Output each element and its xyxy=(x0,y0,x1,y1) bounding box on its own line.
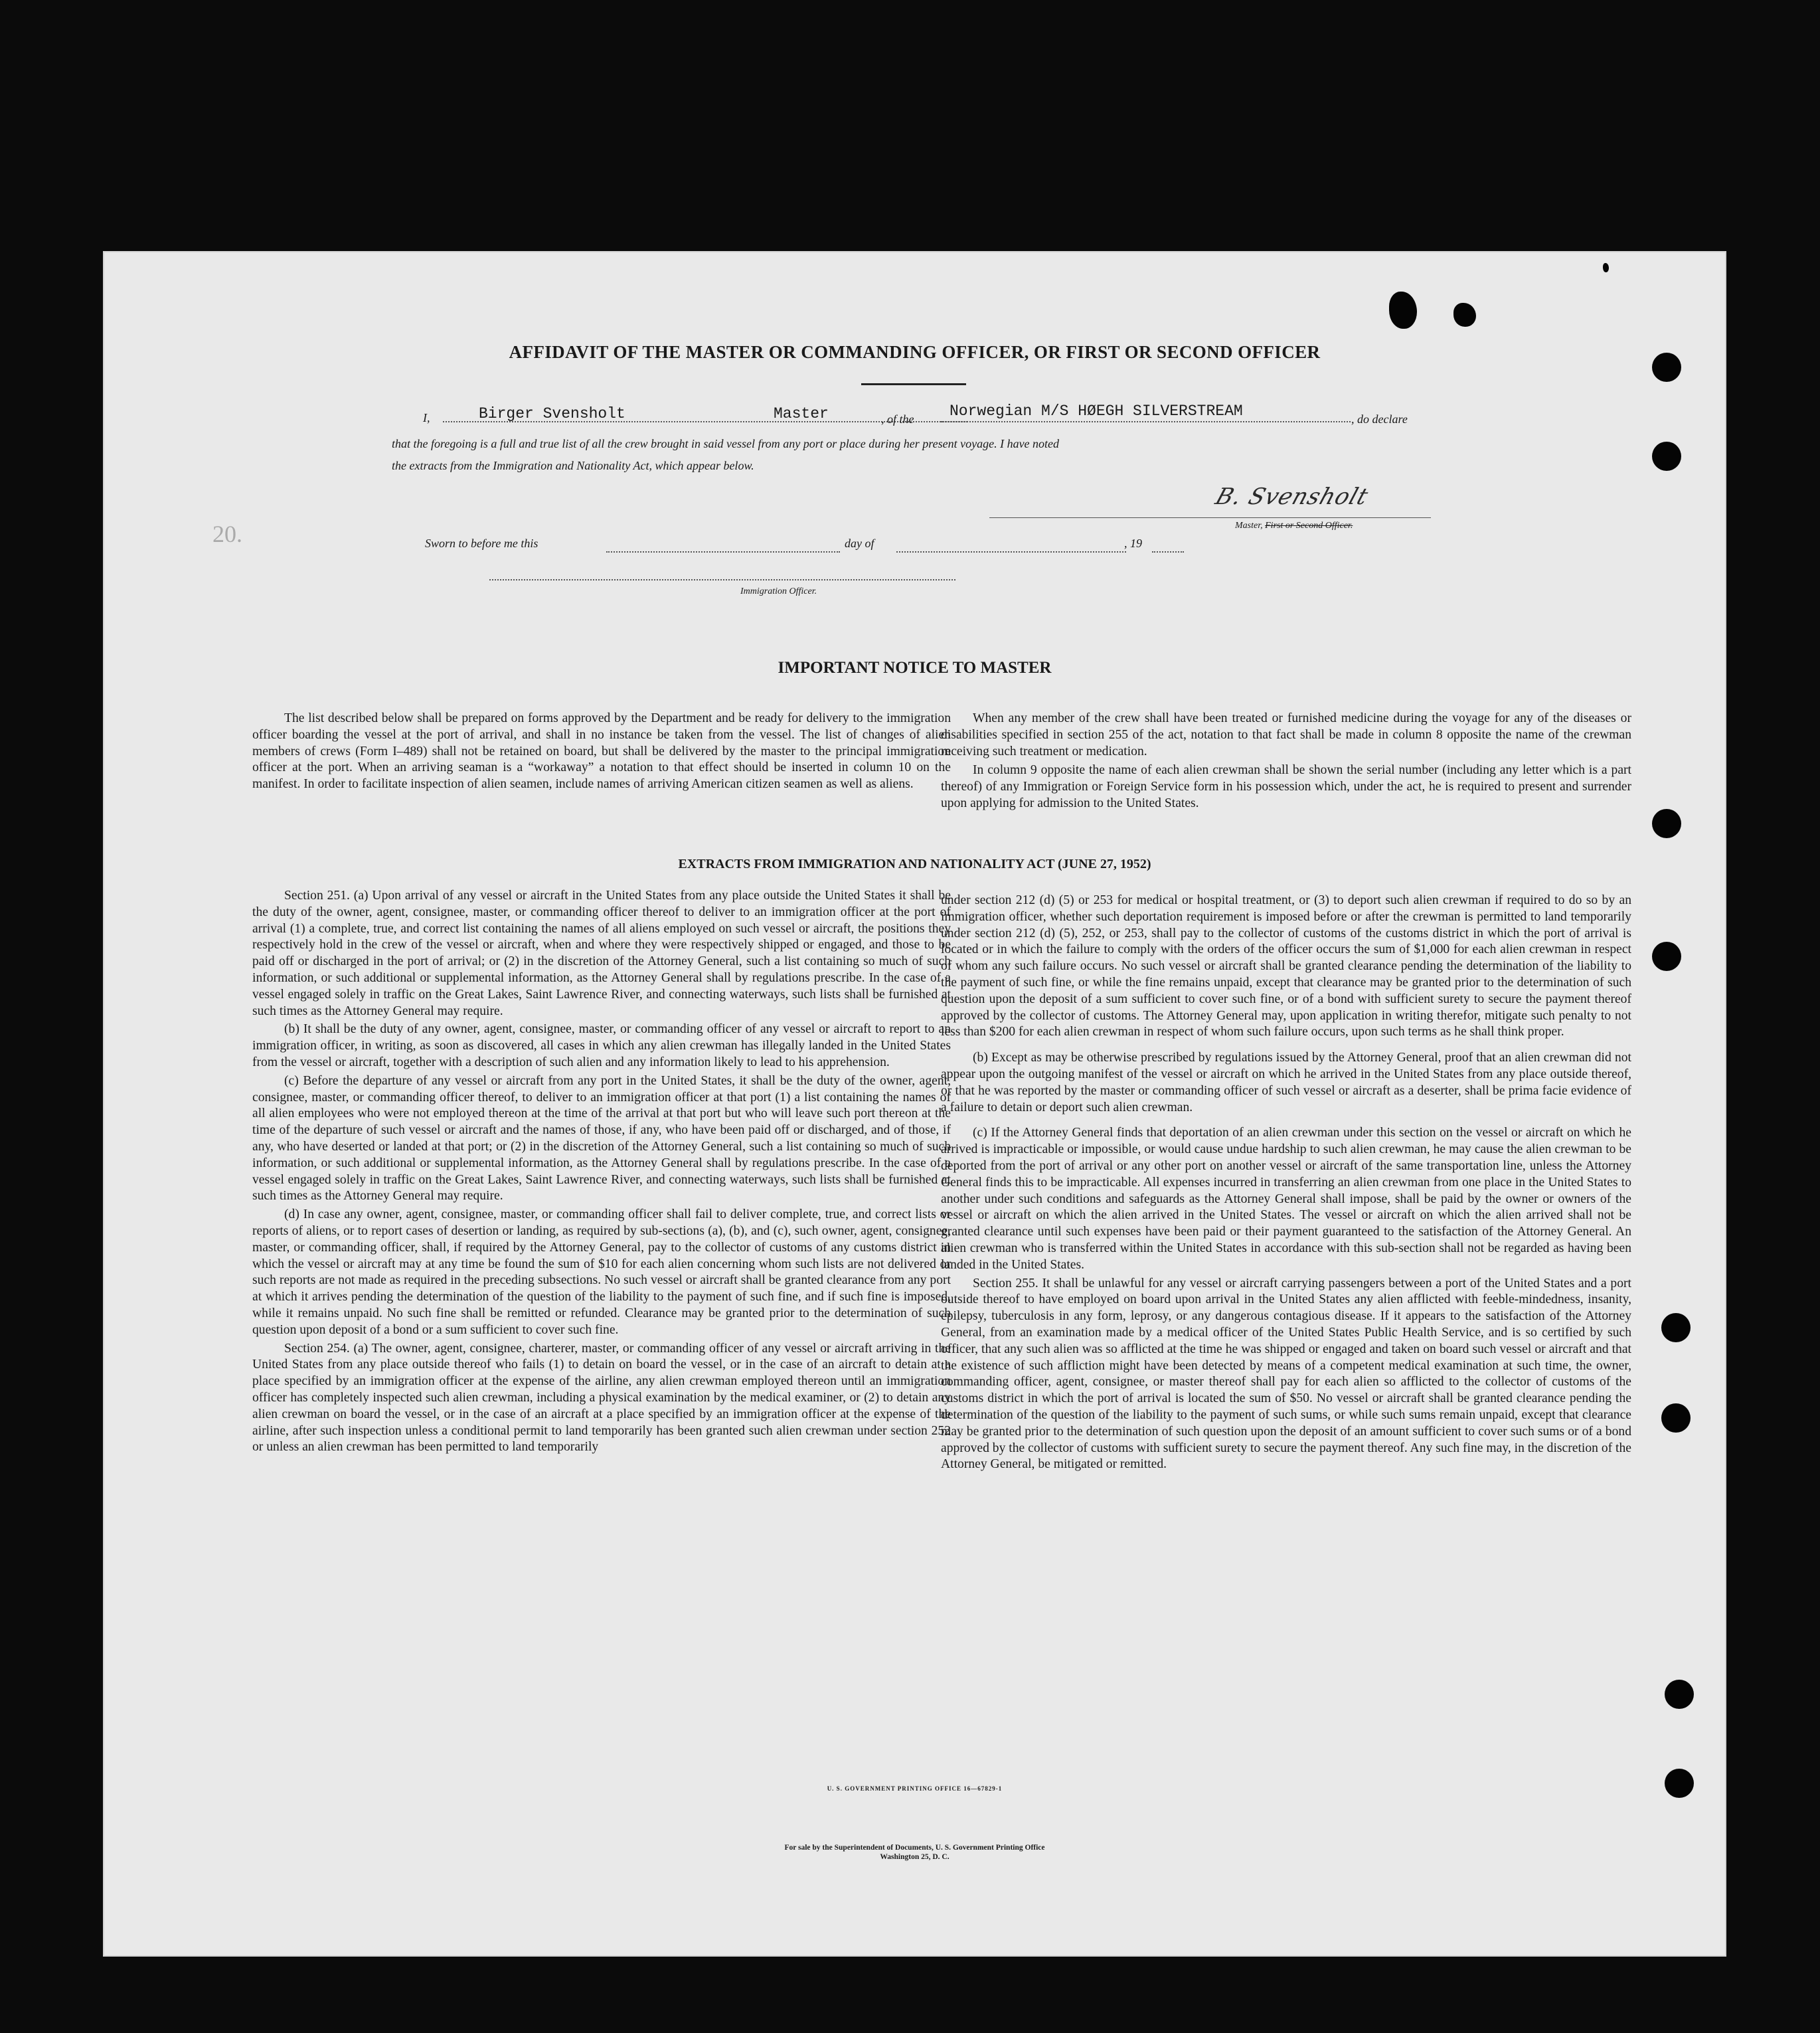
notice-paragraph: When any member of the crew shall have been treated or furnished medicine during the voyage for any of the diseases or disabilities specified in section 255 of the act, notation to that fact shall be made in column 8 opposite the name of the crewman receiving such treatment or medication. xyxy=(941,711,1631,758)
punch-hole xyxy=(1661,1403,1691,1433)
struck-caption: First or Second Officer. xyxy=(1265,521,1353,531)
punch-hole xyxy=(1665,1680,1694,1709)
master-name: Birger Svensholt xyxy=(479,405,625,422)
notice-paragraph: In column 9 opposite the name of each alien crewman shall be shown the serial number (including any letter which is a part thereof) of any Immigration or Foreign Service form in his possession which, under the act, he is required to present and surrender upon applying for admission to the United States. xyxy=(941,763,1631,810)
act-section: (c) If the Attorney General finds that deportation of an alien crewman under this section on the vessel or aircraft on which he arrived is impracticable or impossible, or would cause undue hardship to such alien crewman, he may cause the alien crewman to be deported from the port of arrival or any other port on another vessel or aircraft of the same transportation line, unless the Attorney General finds this to be impracticable. All expenses incurred in transferring an alien crewman from one place in the United States to another under such conditions and safeguards as the Attorney General shall impose, shall be paid by the owner or owners of the vessel or aircraft on which the alien arrived in the United States. The vessel or aircraft on which the alien arrived shall not be granted clearance until such expenses have been paid or their payment guaranteed to the satisfaction of the Attorney General. An alien crewman who is transferred within the United States in accordance with this sub-section shall not be regarded as having been landed in the United States. xyxy=(941,1126,1631,1272)
affidavit-title: AFFIDAVIT OF THE MASTER OR COMMANDING OFFICER, OR FIRST OR SECOND OFFICER xyxy=(509,342,1321,362)
ink-blot xyxy=(1453,303,1476,327)
act-section: Section 251. (a) Upon arrival of any vessel or aircraft in the United States from any place outside the United States it shall be the duty of the owner, agent, consignee, master, or commanding officer thereof to deliver to an immigration officer at the port of arrival (1) a complete, true, and correct list containing the names of all aliens employed on such vessel or aircraft, the positions they respectively hold in the crew of the vessel or aircraft, when and where they were respectively shipped or engaged, and those to be paid off or discharged in the port of arrival; or (2) in the discretion of the Attorney General, such a list containing so much of such information, or such additional or supplemental information, as the Attorney General shall by regulations prescribe. In the case of a vessel engaged solely in traffic on the Great Lakes, Saint Lawrence River, and connecting waterways, such lists shall be furnished at such times as the Attorney General may require. xyxy=(252,889,951,1018)
punch-hole xyxy=(1652,942,1681,971)
notice-right xyxy=(941,711,1631,812)
officer-line xyxy=(489,579,955,580)
act-section: (c) Before the departure of any vessel or aircraft from any port in the United States, it shall be the duty of the owner, agent, consignee, master, or commanding officer thereof, to deliver to an immigration officer at that port (1) a list containing the names of all alien employees who were not employed thereon at the time of the arrival at that port but who will leave such port thereon at the time of the departure of such vessel or aircraft and the names of those, if any, who have been paid off or discharged, and of those, if any, who have deserted or landed at that port; or (2) in the discretion of the Attorney General, such a list containing so much of such information, or such additional or supplemental information, as the Attorney General shall by regulations prescribe. In the case of a vessel engaged solely in traffic on the Great Lakes, Saint Lawrence River, and connecting waterways, such lists shall be furnished at such times as the Attorney General may require. xyxy=(252,1073,951,1203)
officer-caption: Immigration Officer. xyxy=(740,586,817,596)
declaration-text: that the foregoing is a full and true list of all the crew brought in said vessel from any port or place during her present voyage. I have noted xyxy=(392,437,1060,450)
notice-paragraph: The list described below shall be prepared on forms approved by the Department and be ready for delivery to the immigration officer boarding the vessel at the port of arrival, and shall in no instance be taken from the vessel. The list of changes of alien members of crews (Form I–489) shall not be retained on board, but shall be delivered by the master to the principal immigration officer at the port. When an arriving seaman is a “workaway” a notation to that effect should be inserted in column 10 on the manifest. In order to facilitate inspection of alien seamen, include names of arriving American citizen seamen as well as aliens. xyxy=(252,711,951,792)
sale-notice: For sale by the Superintendent of Documents, U. S. Government Printing Office xyxy=(784,1844,1045,1852)
year-label: , 19 xyxy=(1124,537,1142,550)
printing-imprint: U. S. GOVERNMENT PRINTING OFFICE 16—67829-1 xyxy=(827,1785,1003,1792)
act-section: under section 212 (d) (5) or 253 for medical or hospital treatment, or (3) to deport such alien crewman if required to do so by an immigration officer, whether such deportation requirement is imposed before or after the crewman is permitted to land temporarily under section 212 (d) (5), 252, or 253, shall pay to the collector of customs of the customs district in which the port of arrival is located or in which the failure to comply with the orders of the officer occurs the sum of $1,000 for each alien crewman in respect of whom any such failure occurs. No such vessel or aircraft shall be granted clearance pending the determination of the liability to the payment of such fine, or while the fine remains unpaid, except that clearance may be granted prior to the determination of such question upon the deposit of a sum sufficient to cover such fine, or of a bond with sufficient surety to secure the payment thereof approved by the collector of customs. The Attorney General may, upon application in writing therefor, mitigate such penalty to not less than $200 for each alien crewman in respect of whom such failure occurs, upon such terms as he shall think proper. xyxy=(941,893,1631,1039)
margin-mark: 20. xyxy=(212,521,242,547)
vessel-line xyxy=(941,421,1351,422)
punch-hole xyxy=(1665,1769,1694,1798)
act-section: (b) Except as may be otherwise prescribed by regulations issued by the Attorney General, proof that an alien crewman did not appear upon the outgoing manifest of the vessel or aircraft on which he arrived in the United States from any place outside thereof, or that he was reported by the master or commanding officer of such vessel or aircraft as a deserter, shall be prima facie evidence of a failure to detain or deport such alien crewman. xyxy=(941,1051,1631,1114)
punch-hole xyxy=(1661,1313,1691,1342)
declaration-text: the extracts from the Immigration and Nationality Act, which appear below. xyxy=(392,459,754,472)
year-line xyxy=(1152,551,1184,553)
extracts-left xyxy=(252,888,951,1456)
sworn-label: Sworn to before me this xyxy=(425,537,538,550)
ink-blot xyxy=(1389,292,1417,329)
day-of-label: day of xyxy=(845,537,874,550)
notice-heading: IMPORTANT NOTICE TO MASTER xyxy=(778,659,1052,677)
signature-caption xyxy=(1235,521,1353,531)
act-section: (b) It shall be the duty of any owner, agent, consignee, master, or commanding officer of any vessel or aircraft to report to an immigration officer, in writing, as soon as discovered, all cases in which any alien crewman has illegally landed in the United States from the vessel or aircraft, together with a description of such alien and any information likely to lead to his apprehension. xyxy=(252,1022,951,1069)
notice-left xyxy=(252,711,951,793)
extracts-right xyxy=(941,893,1631,1473)
sworn-date-line xyxy=(606,551,840,553)
ink-blot xyxy=(1603,263,1609,272)
master-caption: Master, xyxy=(1235,521,1263,531)
of-the-label: , of the xyxy=(881,412,914,426)
rank: Master xyxy=(774,405,829,422)
act-section: Section 255. It shall be unlawful for any vessel or aircraft carrying passengers between a port of the United States and a port outside thereof to have employed on board upon arrival in the United States any alien afflicted with feeble-mindedness, insanity, epilepsy, tuberculosis in any form, leprosy, or any dangerous contagious disease. If it appears to the satisfaction of the Attorney General, from an examination made by a medical officer of the United States Public Health Service, and is so certified by such officer, that any such alien was so afflicted at the time he was shipped or engaged and taken on board such vessel or aircraft and that the existence of such affliction might have been detected by means of a competent medical examination at such time, the owner, commanding officer, agent, consignee, or master thereof shall pay for each alien so afflicted to the collector of customs of the customs district in which the port of arrival is located the sum of $50. No vessel or aircraft shall be granted clearance pending the determination of the question of the liability to the payment of such sums, or while such sums remain unpaid, except that clearance may be granted prior to the determination of such question upon the deposit of an amount sufficient to cover such sums or of a bond approved by the collector of customs with sufficient surety to secure the payment thereof. Any such fine may, in the discretion of the Attorney General, be mitigated or remitted. xyxy=(941,1276,1631,1472)
act-section: (d) In case any owner, agent, consignee, master, or commanding officer shall fail to deliver complete, true, and correct lists or reports of aliens, or to report cases of desertion or landing, as required by sub-sections (a), (b), and (c), such owner, agent, consignee, master, or commanding officer, shall, if required by the Attorney General, pay to the collector of customs of any customs district in which the vessel or aircraft may at any time be found the sum of $10 for each alien concerning whom such lists are not delivered or such reports are not made as required in the preceding subsections. No such vessel or aircraft shall be granted clearance from any port at which it arrives pending the determination of the question of the liability to the payment of such fine, and if such fine is imposed, while it remains unpaid. No such fine shall be remitted or refunded. Clearance may be granted prior to the determination of such question upon deposit of a bond or a sum sufficient to cover such fine. xyxy=(252,1207,951,1337)
title-rule xyxy=(861,383,966,385)
vessel-name: Norwegian M/S HØEGH SILVERSTREAM xyxy=(950,402,1243,420)
punch-hole xyxy=(1652,442,1681,471)
month-line xyxy=(896,551,1126,553)
form-page xyxy=(103,251,1726,1957)
act-section: Section 254. (a) The owner, agent, consignee, charterer, master, or commanding officer of any vessel or aircraft arriving in the United States from any place outside thereof who fails (1) to detain on board the vessel, or in the case of an aircraft to detain at a place specified by an immigration officer at the expense of the airline, any alien crewman employed thereon until an immigration officer has completely inspected such alien crewman, including a physical examination by the medical examiner, or (2) to detain any alien crewman on board the vessel, or in the case of an aircraft at a place specified by an immigration officer at the expense of the airline, after such inspection unless a conditional permit to land temporarily has been granted such alien crewman under section 252 or unless an alien crewman has been permitted to land temporarily xyxy=(252,1341,951,1455)
punch-hole xyxy=(1652,809,1681,838)
i-label: I, xyxy=(423,411,430,424)
do-declare-label: , do declare xyxy=(1351,412,1408,426)
sale-address: Washington 25, D. C. xyxy=(880,1853,950,1861)
signature: B. Svensholt xyxy=(1212,484,1372,510)
extracts-heading: EXTRACTS FROM IMMIGRATION AND NATIONALITY ACT (JUNE 27, 1952) xyxy=(678,857,1151,871)
signature-line xyxy=(989,517,1431,518)
